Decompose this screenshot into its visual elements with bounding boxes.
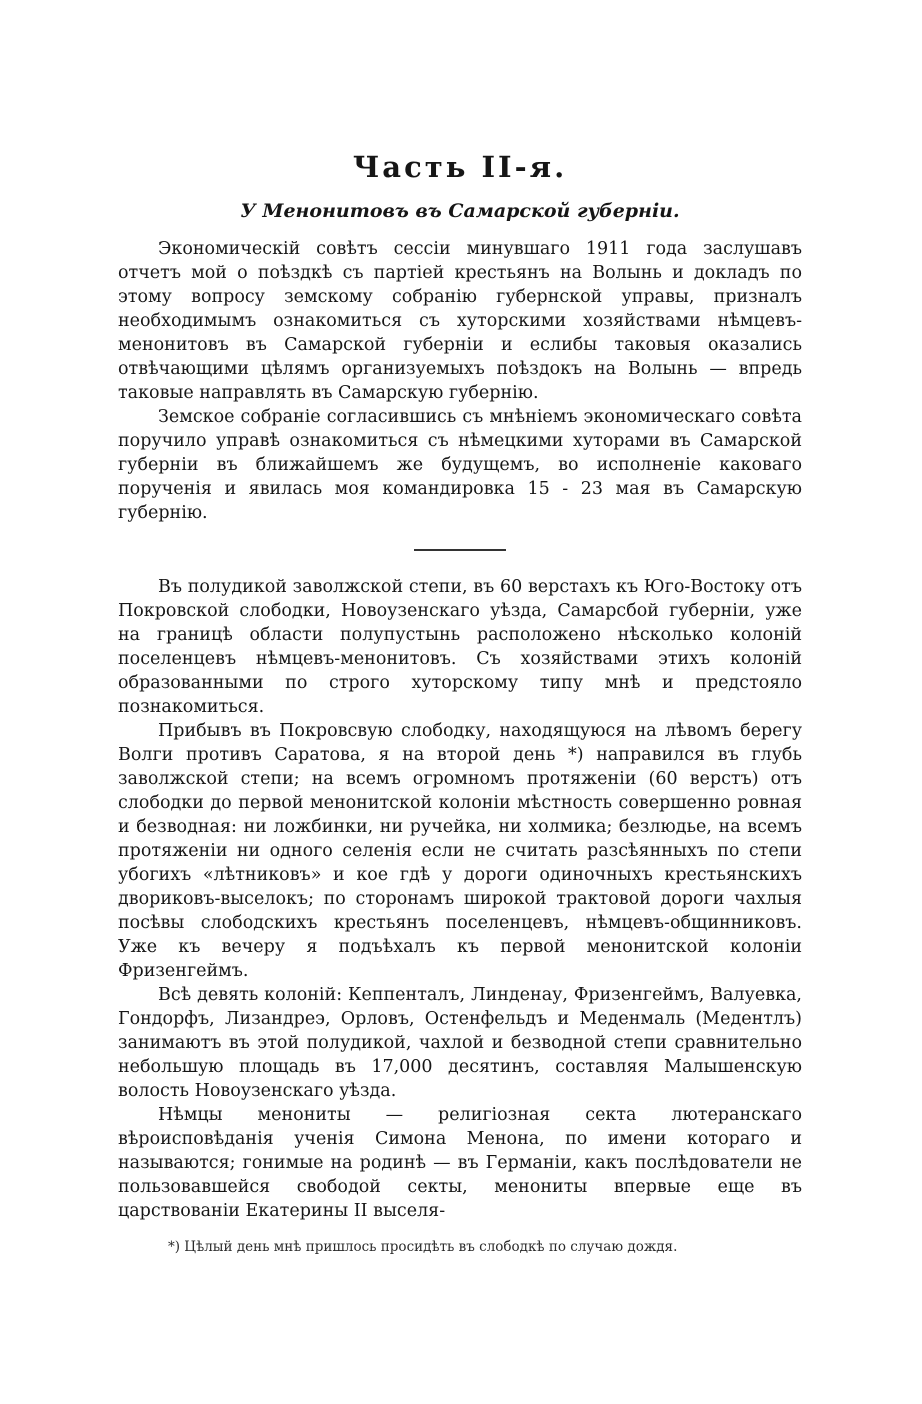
footnote: *) Цѣлый день мнѣ пришлось просидѣть въ слободкѣ по случаю дождя. xyxy=(168,1239,678,1256)
document-page xyxy=(118,150,802,1257)
body-paragraph-4: Нѣмцы менониты — религіозная секта лютеранскаго вѣроисповѣданія ученія Симона Менона, по имени котораго и называются; гонимые на родинѣ — въ Германіи, какъ послѣдователи не пользовавшейся свободой секты, менониты впервые еще въ царствованіи Екатерины II выселя- xyxy=(118,1105,802,1222)
intro-paragraph-1: Экономическій совѣтъ сессіи минувшаго 1911 года заслушавъ отчетъ мой о поѣздкѣ съ партіей крестьянъ на Волынь и докладъ по этому вопросу земскому собранію губернской управы, призналъ необходимымъ ознакомиться съ хуторскими хозяйствами нѣмцевъ-менонитовъ въ Самарской губерніи и еслибы таковыя оказались отвѣчающими цѣлямъ организуемыхъ поѣздокъ на Волынь — впредь таковые направлять въ Самарскую губернію. xyxy=(118,239,802,404)
footnote-separator xyxy=(118,1223,802,1233)
body-paragraph-3: Всѣ девять колоній: Кеппенталъ, Линденау, Фризенгеймъ, Валуевка, Гондорфъ, Лизандреэ, Орловъ, Остенфельдъ и Меденмаль (Медентлъ) занимаютъ въ этой полудикой, чахлой и безводной степи сравнительно небольшую площадь въ 17,000 десятинъ, составляя Малышенскую волость Новоузенскаго уѣзда. xyxy=(118,985,802,1102)
intro-paragraph-2: Земское собраніе согласившись съ мнѣніемъ экономическаго совѣта поручило управѣ ознакомиться съ нѣмецкими хуторами въ Самарской губерніи въ ближайшемъ же будущемъ, во исполненіе каковаго порученія и явилась моя командировка 15 - 23 мая въ Самарскую губернію. xyxy=(118,407,802,524)
section-subtitle: У Менонитовъ въ Самарской губерніи. xyxy=(240,199,680,222)
divider-line xyxy=(414,549,506,551)
body-paragraph-1: Въ полудикой заволжской степи, въ 60 верстахъ къ Юго-Востоку отъ Покровской слободки, Новоузенскаго уѣзда, Самарсбой губерніи, уже на границѣ области полупустынь расположено нѣсколько колоній поселенцевъ нѣмцевъ-менонитовъ. Съ хозяйствами этихъ колоній образованными по строго хуторскому типу мнѣ и предстояло познакомиться. xyxy=(118,577,802,718)
body-paragraph-2: Прибывъ въ Покровсвую слободку, находящуюся на лѣвомъ берегу Волги противъ Саратова, я на второй день *) направился въ глубь заволжской степи; на всемъ огромномъ протяженіи (60 верстъ) отъ слободки до первой менонитской колоніи мѣстность совершенно ровная и безводная: ни ложбинки, ни ручейка, ни холмика; безлюдье, на всемъ протяженіи ни одного селенія если не считать разсѣянныхъ по степи убогихъ «лѣтниковъ» и кое гдѣ у дороги одиночныхъ крестьянскихъ двориковъ-выселокъ; по сторонамъ широкой трактовой дороги чахлыя посѣвы слободскихъ крестьянъ поселенцевъ, нѣмцевъ-общинниковъ. Уже къ вечеру я подъѣхалъ къ первой менонитской колоніи Фризенгеймъ. xyxy=(118,721,802,982)
part-title: Часть II-я. xyxy=(352,150,568,184)
section-divider xyxy=(118,539,802,551)
